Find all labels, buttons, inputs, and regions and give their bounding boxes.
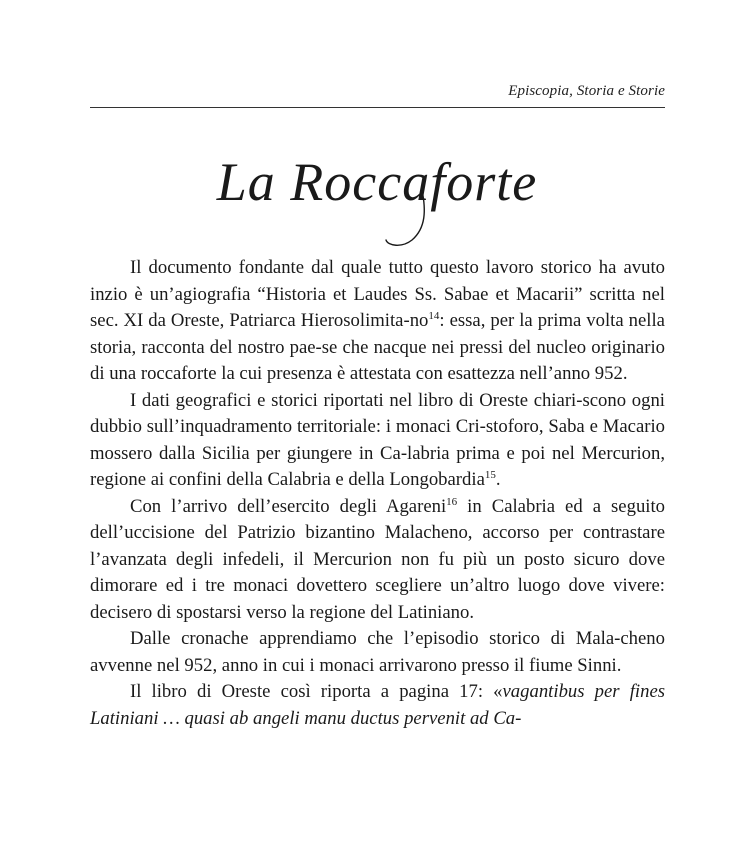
page-fade-overlay (0, 730, 750, 859)
footnote-ref-14[interactable]: 14 (428, 310, 440, 322)
header-rule (90, 107, 665, 108)
paragraph-4 (90, 626, 665, 679)
chapter-title (90, 150, 665, 260)
paragraph-3 (90, 494, 665, 627)
paragraph-text: I dati geografici e storici riportati nel libro di Oreste chiari-scono ogni dubbio sull’inquadramento territoriale: i monaci Cri-stoforo, Saba e Macario mossero dalla Sicilia per giungere in Ca-labria prima e poi nel Mercurion, regione ai confini della Calabria e della Longobardia (90, 389, 665, 490)
paragraph-1 (90, 255, 665, 388)
chapter-title-calligraphy (90, 150, 665, 260)
footnote-ref-16[interactable]: 16 (446, 495, 458, 508)
latin-quote: vagantibus per fines Latiniani … quasi ab angeli manu ductus pervenit ad Ca- (90, 681, 666, 729)
paragraph-text: . (495, 469, 501, 490)
body-text (90, 255, 665, 732)
paragraph-text: Dalle cronache apprendiamo che l’episodio storico di Mala-cheno avvenne nel 952, anno in cui i monaci arrivarono presso il fiume Sinni. (90, 628, 665, 676)
paragraph-text: Il documento fondante dal quale tutto questo lavoro storico ha avuto inzio è un’agiografia “Historia et Laudes Ss. Sabae et Macarii” scritta nel sec. XI da Oreste, Patriarca Hierosolimita-no (90, 257, 665, 331)
paragraph-text: Con l’arrivo dell’esercito degli Agareni (130, 495, 447, 517)
chapter-title-text: La Roccaforte (216, 152, 538, 212)
paragraph-2 (90, 388, 665, 494)
paragraph-text: in Calabria ed a seguito dell’uccisione del Patrizio bizantino Malacheno, accorso per contrastare l’avanzata degli infedeli, il Mercurion non fu più un posto sicuro dove dimorare ed i tre monaci dovettero scegliere un’altro luogo dove vivere: decisero di spostarsi verso la regione del Latiniano. (90, 495, 666, 623)
paragraph-5 (90, 679, 665, 732)
footnote-ref-15[interactable]: 15 (484, 469, 496, 481)
paragraph-text: : essa, per la prima volta nella storia, racconta del nostro pae-se che nacque nei pressi del nucleo originario di una roccaforte la cui presenza è attestata con esattezza nell’anno 952. (90, 310, 665, 384)
paragraph-text: Il libro di Oreste così riporta a pagina 17: « (130, 681, 503, 702)
running-header: Episcopia, Storia e Storie (508, 83, 665, 99)
